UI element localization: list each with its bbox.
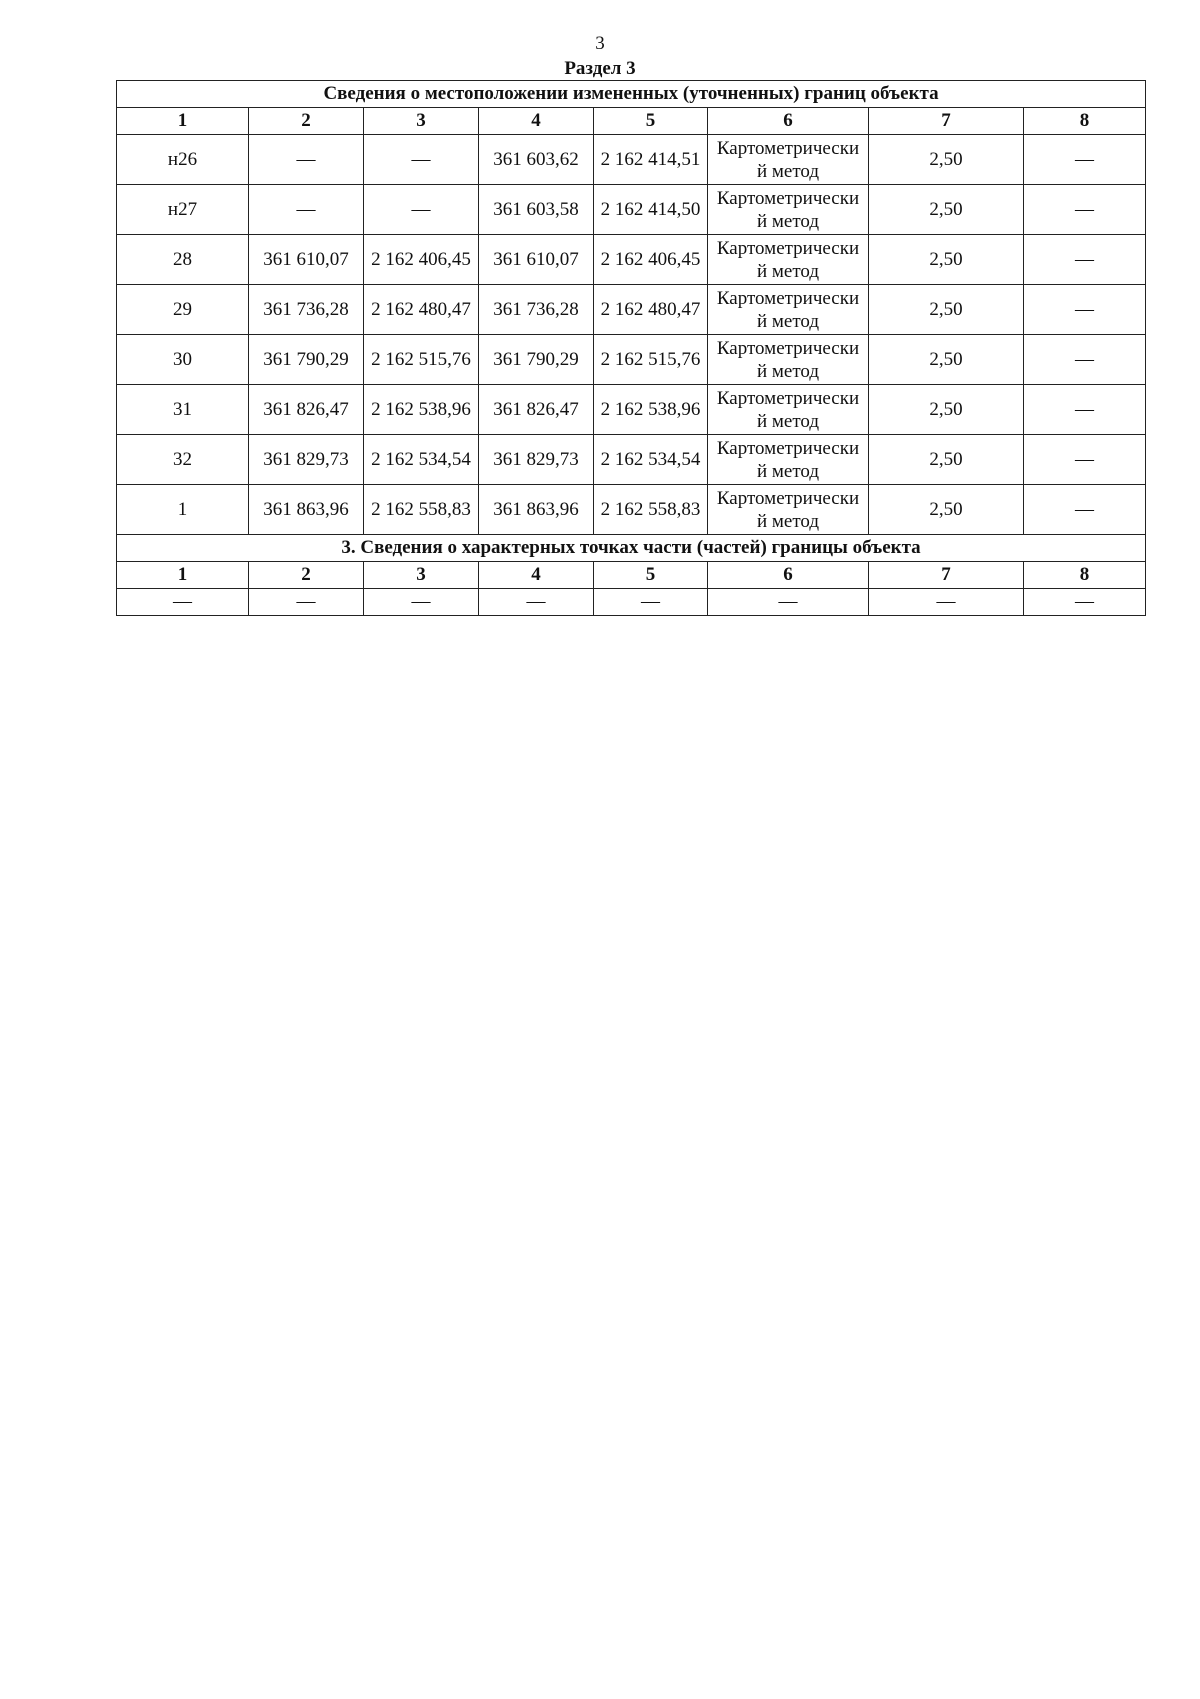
column-header: 3 [364,562,479,589]
table-cell: — [1024,335,1146,385]
column-header: 7 [869,562,1024,589]
table-row [117,485,1146,535]
column-header: 5 [594,108,708,135]
column-header: 1 [117,562,249,589]
table-row [117,235,1146,285]
method-cell [708,135,869,185]
table-row [117,589,1146,616]
method-cell [708,385,869,435]
table2-title-text: 3. Сведения о характерных точках части (частей) границы объекта [117,535,1146,562]
table-cell: 31 [117,385,249,435]
table-cell: 361 790,29 [249,335,364,385]
table-cell: — [249,185,364,235]
table-cell: н27 [117,185,249,235]
table-row [117,385,1146,435]
method-line-2: й метод [756,510,820,532]
table-cell: 2 162 558,83 [364,485,479,535]
table-cell: — [1024,589,1146,616]
method-line-1: Картометрически [716,437,860,459]
table-cell: 2,50 [869,135,1024,185]
column-header: 4 [479,108,594,135]
table-cell: 2 162 538,96 [364,385,479,435]
table-cell: 2,50 [869,385,1024,435]
table2-header-row [117,562,1146,589]
table-cell: — [364,589,479,616]
method-line-1: Картометрически [716,187,860,209]
table-cell: 2 162 558,83 [594,485,708,535]
column-header: 8 [1024,562,1146,589]
table-cell: 361 829,73 [249,435,364,485]
method-line-1: Картометрически [716,487,860,509]
table-cell: 361 829,73 [479,435,594,485]
table-cell: 2,50 [869,285,1024,335]
table-cell: 2 162 414,51 [594,135,708,185]
method-cell [708,335,869,385]
table-cell: — [869,589,1024,616]
table-cell: 2 162 406,45 [364,235,479,285]
table-cell: 1 [117,485,249,535]
table-cell: 361 603,62 [479,135,594,185]
method-line-1: Картометрически [716,337,860,359]
method-cell [708,185,869,235]
table-cell: 32 [117,435,249,485]
table-cell: — [1024,235,1146,285]
table-cell: — [364,135,479,185]
table-body [117,81,1146,616]
table-cell: 361 610,07 [249,235,364,285]
table-cell: — [479,589,594,616]
column-header: 5 [594,562,708,589]
table-cell: 2,50 [869,485,1024,535]
table-cell: — [1024,185,1146,235]
table-cell: 28 [117,235,249,285]
table-cell: — [1024,385,1146,435]
method-cell [708,235,869,285]
method-line-2: й метод [756,410,820,432]
table1-title [117,81,1146,108]
column-header: 4 [479,562,594,589]
method-line-2: й метод [756,210,820,232]
method-cell [708,485,869,535]
method-line-1: Картометрически [716,137,860,159]
table-cell: 361 790,29 [479,335,594,385]
table-row [117,435,1146,485]
column-header: 2 [249,562,364,589]
table-row [117,185,1146,235]
table-cell: — [1024,285,1146,335]
table-cell: 361 826,47 [479,385,594,435]
table-cell: 361 610,07 [479,235,594,285]
table-cell: — [708,589,869,616]
table-cell: 361 863,96 [249,485,364,535]
method-line-2: й метод [756,260,820,282]
table-cell: — [1024,485,1146,535]
table-cell: 361 736,28 [479,285,594,335]
table-cell: 2,50 [869,335,1024,385]
column-header: 6 [708,108,869,135]
table-cell: — [1024,135,1146,185]
table-cell: — [1024,435,1146,485]
section-title: Раздел 3 [564,58,636,79]
table-row [117,135,1146,185]
column-header: 8 [1024,108,1146,135]
table-cell: — [117,589,249,616]
method-cell [708,435,869,485]
method-line-1: Картометрически [716,287,860,309]
table-cell: 361 736,28 [249,285,364,335]
table1-header-row [117,108,1146,135]
table-cell: 2 162 480,47 [364,285,479,335]
boundary-table [116,80,1146,616]
method-cell [708,285,869,335]
table-cell: 2 162 480,47 [594,285,708,335]
table-cell: 2,50 [869,235,1024,285]
table-cell: 2 162 538,96 [594,385,708,435]
table-cell: 361 826,47 [249,385,364,435]
table-cell: н26 [117,135,249,185]
column-header: 7 [869,108,1024,135]
column-header: 6 [708,562,869,589]
table-cell: 2 162 515,76 [594,335,708,385]
table-cell: 2 162 414,50 [594,185,708,235]
table-cell: 2 162 534,54 [594,435,708,485]
table-cell: — [594,589,708,616]
table2-title [117,535,1146,562]
method-line-2: й метод [756,160,820,182]
table-cell: 361 603,58 [479,185,594,235]
table-row [117,285,1146,335]
table-row [117,335,1146,385]
table-cell: 361 863,96 [479,485,594,535]
table-cell: — [249,589,364,616]
table-cell: — [249,135,364,185]
method-line-2: й метод [756,360,820,382]
method-line-1: Картометрически [716,387,860,409]
method-line-2: й метод [756,310,820,332]
method-line-1: Картометрически [716,237,860,259]
table-cell: 2 162 534,54 [364,435,479,485]
column-header: 1 [117,108,249,135]
method-line-2: й метод [756,460,820,482]
column-header: 2 [249,108,364,135]
table-cell: 29 [117,285,249,335]
table-cell: 2 162 515,76 [364,335,479,385]
table-cell: 2,50 [869,435,1024,485]
table1-title-text: Сведения о местоположении измененных (уточненных) границ объекта [117,81,1146,108]
table-cell: 30 [117,335,249,385]
page-number: 3 [595,33,605,54]
column-header: 3 [364,108,479,135]
table-cell: 2,50 [869,185,1024,235]
table-cell: — [364,185,479,235]
table-cell: 2 162 406,45 [594,235,708,285]
